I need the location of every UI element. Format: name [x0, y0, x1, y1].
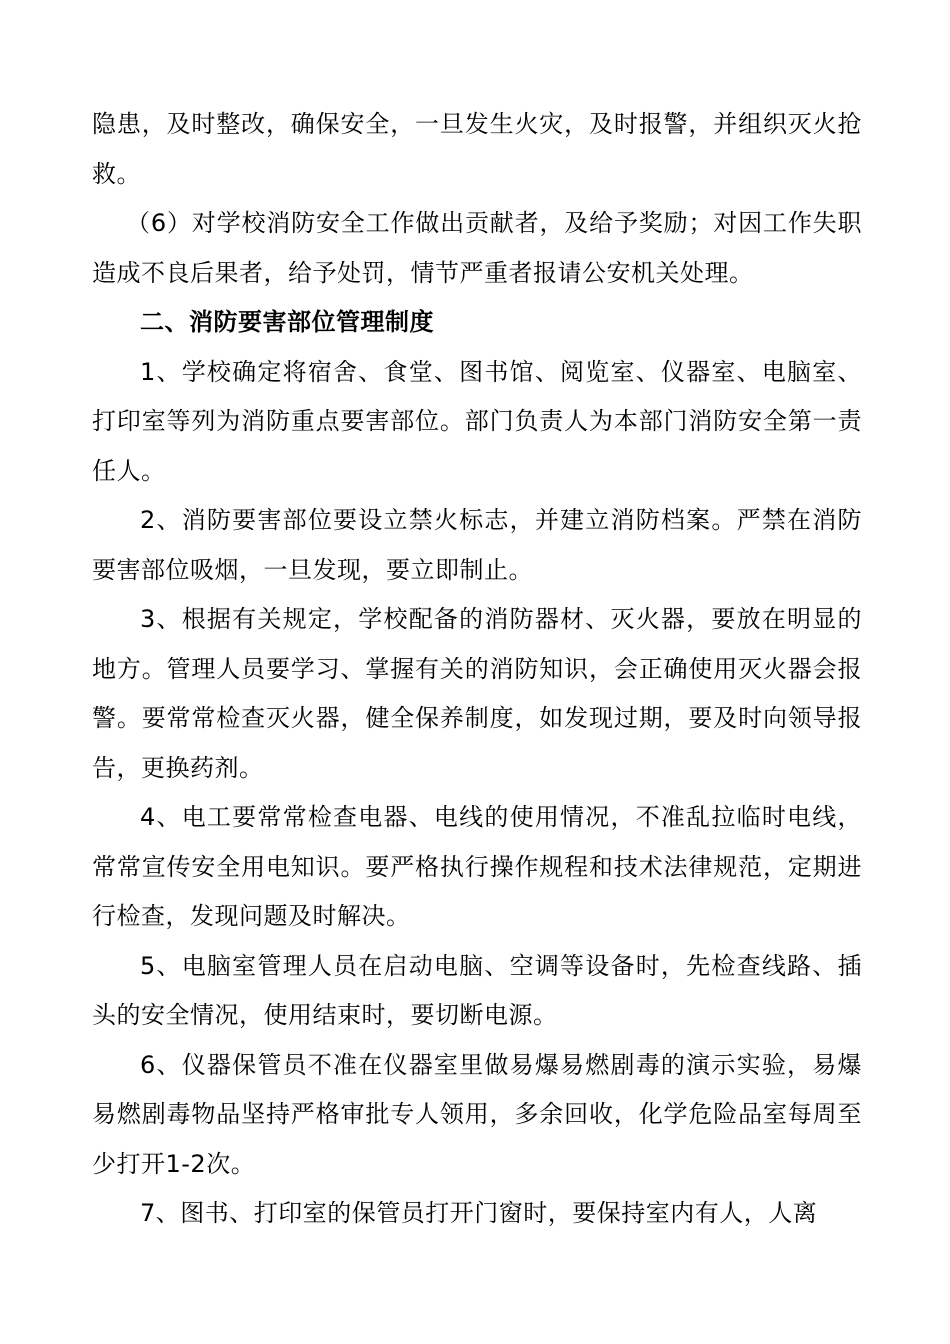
paragraph-item-5: 5、电脑室管理人员在启动电脑、空调等设备时，先检查线路、插头的安全情况，使用结束时，要切断电源。	[92, 951, 862, 1029]
paragraph-item-6b: 6、仪器保管员不准在仪器室里做易爆易燃剧毒的演示实验，易爆易燃剧毒物品坚持严格审批专人领用，多余回收，化学危险品室每周至少打开1-2次。	[92, 1050, 862, 1178]
paragraph-item-3: 3、根据有关规定，学校配备的消防器材、灭火器，要放在明显的地方。管理人员要学习、掌握有关的消防知识，会正确使用灭火器会报警。要常常检查灭火器，健全保养制度，如发现过期，要及时向领导报告，更换药剂。	[92, 605, 862, 782]
paragraph-continuation: 隐患，及时整改，确保安全，一旦发生火灾，及时报警，并组织灭火抢救。	[92, 110, 862, 188]
document-body	[92, 100, 862, 1239]
paragraph-item-2: 2、消防要害部位要设立禁火标志，并建立消防档案。严禁在消防要害部位吸烟，一旦发现，要立即制止。	[92, 506, 862, 584]
paragraph-item-7: 7、图书、打印室的保管员打开门窗时，要保持室内有人，人离	[140, 1199, 818, 1227]
paragraph-item-4: 4、电工要常常检查电器、电线的使用情况，不准乱拉临时电线，常常宣传安全用电知识。要严格执行操作规程和技术法律规范，定期进行检查，发现问题及时解决。	[92, 803, 862, 930]
section-heading: 二、消防要害部位管理制度	[140, 308, 434, 336]
paragraph-item-1: 1、学校确定将宿舍、食堂、图书馆、阅览室、仪器室、电脑室、打印室等列为消防重点要害部位。部门负责人为本部门消防安全第一责任人。	[92, 357, 862, 485]
paragraph-item-6: （6）对学校消防安全工作做出贡献者，及给予奖励；对因工作失职造成不良后果者，给予处罚，情节严重者报请公安机关处理。	[92, 209, 862, 287]
